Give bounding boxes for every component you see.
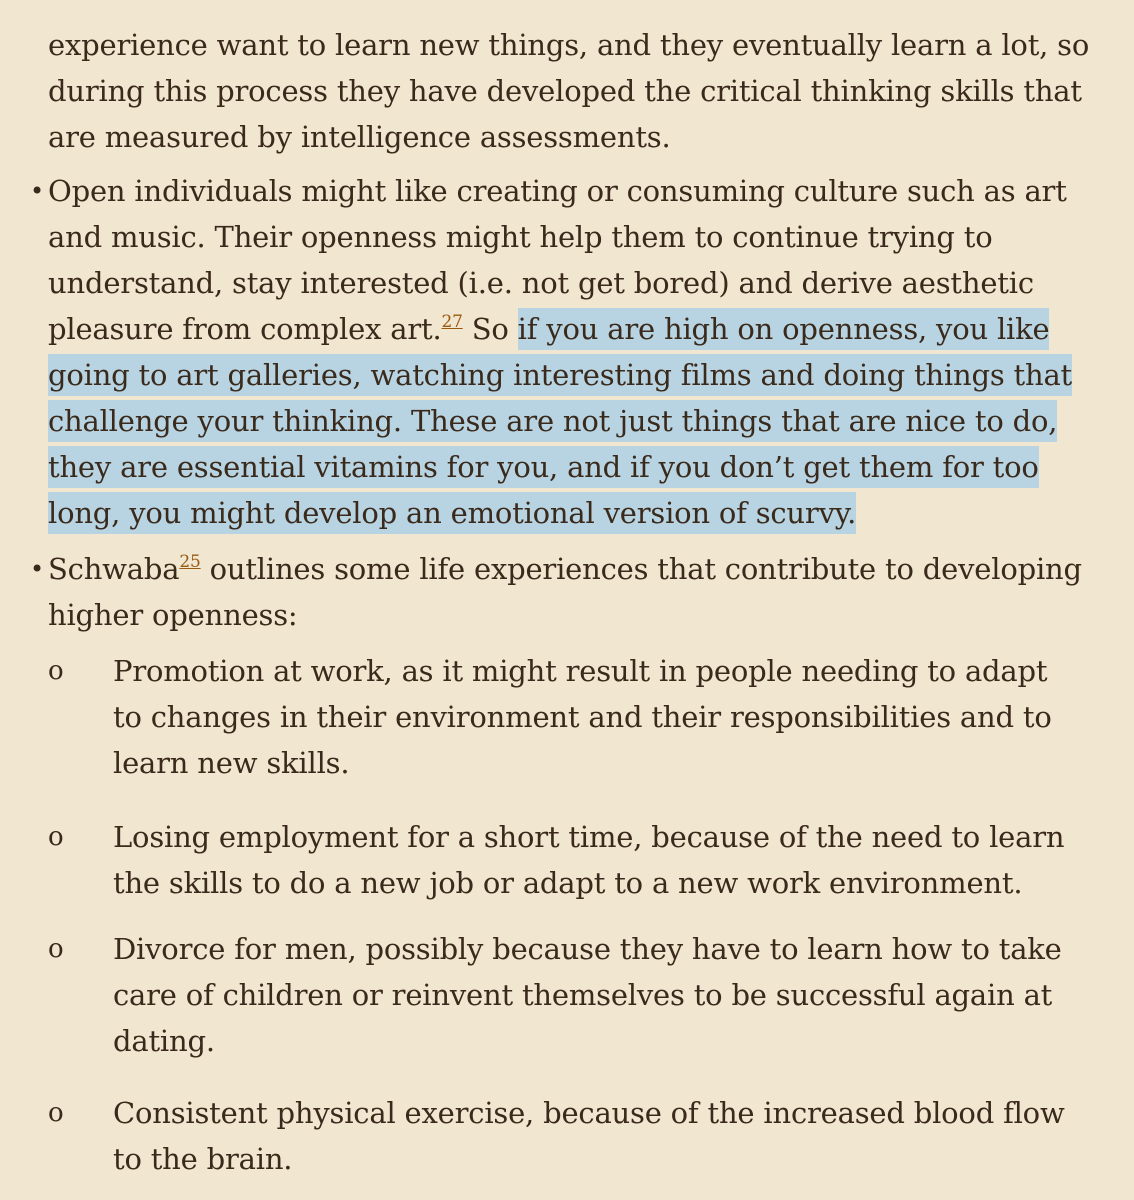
sub-list-marker: o: [48, 656, 64, 686]
bullet-marker: •: [30, 555, 44, 583]
paragraph-continuation: experience want to learn new things, and they eventually learn a lot, so during this process they have developed the critical thinking skills that are measured by intelligence assessments.: [48, 28, 1090, 154]
bullet-text-connector: So: [462, 312, 518, 346]
bullet-item-schwaba: [30, 546, 1108, 638]
sub-list-marker: o: [48, 1098, 64, 1128]
sub-list-text: Divorce for men, possibly because they have to learn how to take care of children or reinvent themselves to be successful again at dating.: [113, 932, 1062, 1058]
footnote-link-27[interactable]: 27: [441, 312, 463, 332]
sub-list-marker: o: [48, 822, 64, 852]
sub-list-text: Promotion at work, as it might result in people needing to adapt to changes in their environment and their responsibilities and to learn new skills.: [113, 654, 1052, 780]
bullet-marker: •: [30, 177, 44, 205]
bullet-text: Open individuals might like creating or consuming culture such as art and music. Their openness might help them to continue trying to understand, stay interested (i.e. not get bored) and derive aesthetic pleasure from complex art.: [48, 174, 1067, 346]
sub-list-text: Consistent physical exercise, because of the increased blood flow to the brain.: [113, 1096, 1065, 1176]
bullet-text: Schwaba: [48, 552, 180, 586]
bullet-item-culture: [30, 168, 1108, 536]
bullet-text-continued: outlines some life experiences that contribute to developing higher openness:: [48, 552, 1082, 632]
highlighted-passage[interactable]: if you are high on openness, you like going to art galleries, watching interesting films and doing things that challenge your thinking. These are not just things that are nice to do, they are essential vitamins for you, and if you don’t get them for too long, you might develop an emotional version of scurvy.: [48, 308, 1072, 534]
footnote-link-25[interactable]: 25: [179, 552, 201, 572]
sub-list-text: Losing employment for a short time, because of the need to learn the skills to do a new job or adapt to a new work environment.: [113, 820, 1065, 900]
sub-list-marker: o: [48, 934, 64, 964]
